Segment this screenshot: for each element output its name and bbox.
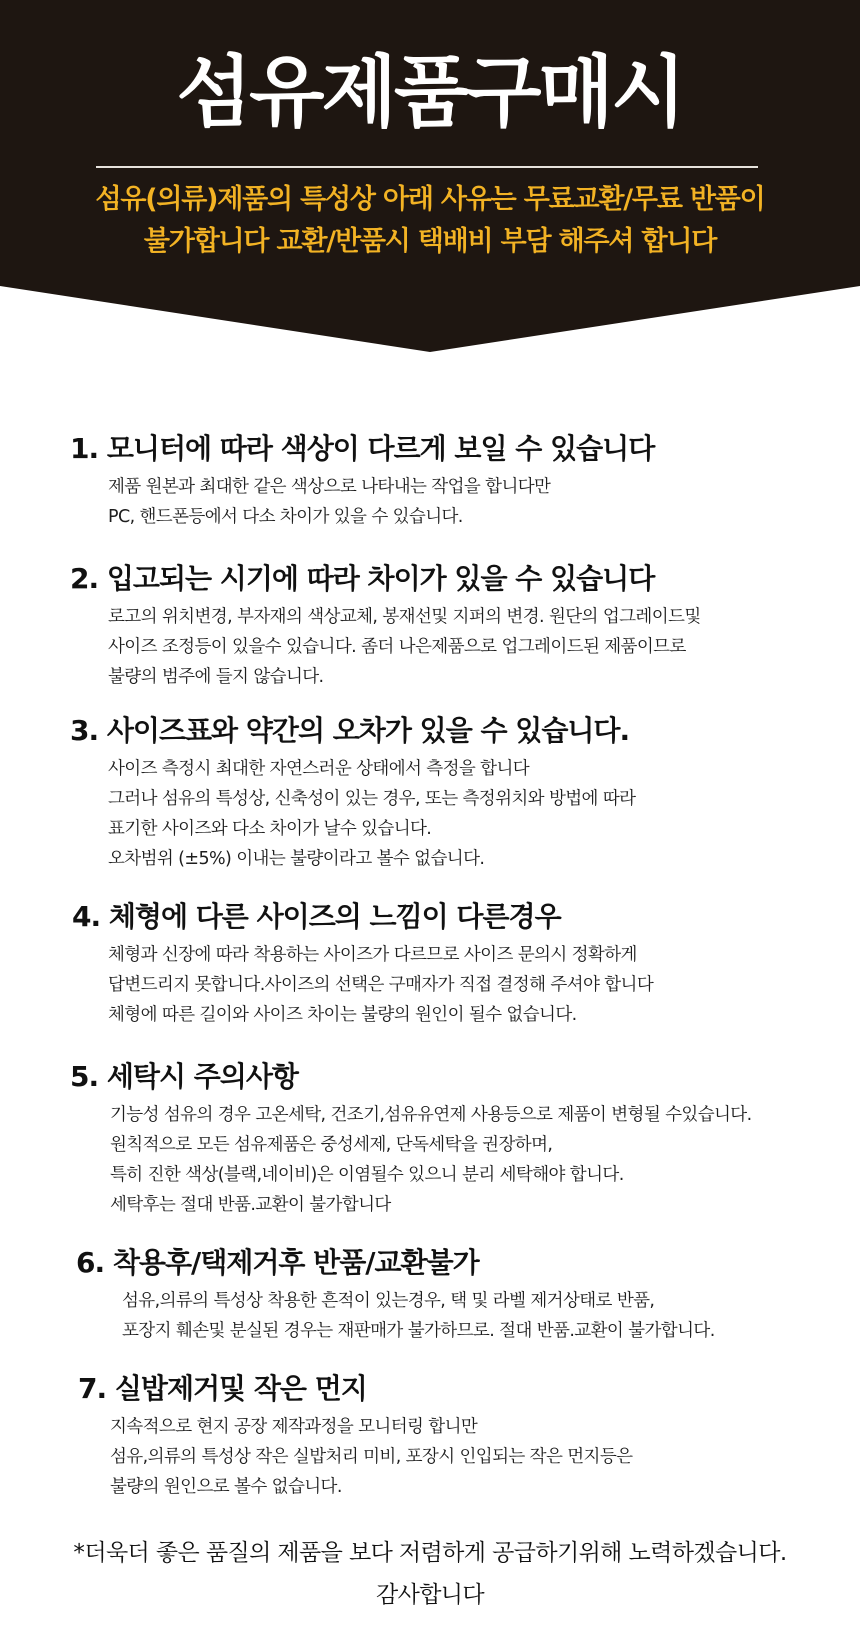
section-line: 사이즈 측정시 최대한 자연스러운 상태에서 측정을 합니다 — [108, 758, 530, 779]
section-line: 불량의 원인으로 볼수 없습니다. — [110, 1476, 342, 1497]
section-line: 로고의 위치변경, 부자재의 색상교체, 봉재선및 지퍼의 변경. 원단의 업그레이드및 — [108, 606, 701, 627]
notice-subtitle-line-1: 섬유(의류)제품의 특성상 아래 사유는 무료교환/무료 반품이 — [95, 184, 765, 215]
page-title: 섬유제품구매시 — [176, 48, 684, 138]
section-line: 세탁후는 절대 반품.교환이 불가합니다 — [110, 1194, 391, 1215]
section-line: 사이즈 조정등이 있을수 있습니다. 좀더 나은제품으로 업그레이드된 제품이므로 — [108, 636, 686, 657]
section-line: 불량의 범주에 들지 않습니다. — [108, 666, 324, 687]
section-heading: 7. 실밥제거및 작은 먼지 — [78, 1372, 367, 1405]
section-line: 오차범위 (±5%) 이내는 불량이라고 볼수 없습니다. — [108, 848, 485, 869]
section-line: 포장지 훼손및 분실된 경우는 재판매가 불가하므로. 절대 반품.교환이 불가합니다. — [122, 1320, 715, 1341]
section-line: 체형과 신장에 따라 착용하는 사이즈가 다르므로 사이즈 문의시 정확하게 — [108, 944, 637, 965]
section-washing-caution — [70, 1060, 860, 1220]
section-line: 섬유,의류의 특성상 착용한 흔적이 있는경우, 택 및 라벨 제거상태로 반품, — [122, 1290, 655, 1311]
section-heading: 1. 모니터에 따라 색상이 다르게 보일 수 있습니다 — [70, 432, 655, 465]
section-heading: 5. 세탁시 주의사항 — [70, 1060, 298, 1093]
section-arrival-period — [70, 562, 860, 692]
section-no-return-after-wear — [76, 1246, 860, 1346]
section-body — [70, 602, 860, 692]
section-monitor-color — [70, 432, 860, 532]
footer-thanks: 감사합니다 — [375, 1582, 485, 1608]
section-line: 지속적으로 현지 공장 제작과정을 모니터링 합니만 — [110, 1416, 478, 1437]
section-line: 원칙적으로 모든 섬유제품은 중성세제, 단독세탁을 권장하며, — [110, 1134, 553, 1155]
section-body — [70, 1100, 860, 1220]
section-body-type-fit — [72, 900, 860, 1030]
section-body — [72, 940, 860, 1030]
header-banner — [0, 0, 860, 360]
section-heading: 4. 체형에 다른 사이즈의 느낌이 다른경우 — [72, 900, 561, 933]
section-size-chart-error — [70, 714, 860, 874]
footer-message: *더욱더 좋은 품질의 제품을 보다 저렴하게 공급하기위해 노력하겠습니다. — [73, 1540, 787, 1566]
section-line: 그러나 섬유의 특성상, 신축성이 있는 경우, 또는 측정위치와 방법에 따라 — [108, 788, 636, 809]
section-line: 제품 원본과 최대한 같은 색상으로 나타내는 작업을 합니다만 — [108, 476, 551, 497]
section-line: 특히 진한 색상(블랙,네이비)은 이염될수 있으니 분리 세탁해야 합니다. — [110, 1164, 624, 1185]
section-threads-and-dust — [78, 1372, 860, 1502]
section-line: PC, 핸드폰등에서 다소 차이가 있을 수 있습니다. — [108, 506, 463, 527]
section-heading: 2. 입고되는 시기에 따라 차이가 있을 수 있습니다 — [70, 562, 655, 595]
title-divider — [96, 166, 758, 168]
notice-subtitle-line-2: 불가합니다 교환/반품시 택배비 부담 해주셔 합니다 — [143, 226, 717, 257]
section-line: 섬유,의류의 특성상 작은 실밥처리 미비, 포장시 인입되는 작은 먼지등은 — [110, 1446, 633, 1467]
section-body — [76, 1286, 860, 1346]
section-line: 답변드리지 못합니다.사이즈의 선택은 구매자가 직접 결정해 주셔야 합니다 — [108, 974, 654, 995]
section-heading: 3. 사이즈표와 약간의 오차가 있을 수 있습니다. — [70, 714, 630, 747]
section-body — [70, 472, 860, 532]
section-heading: 6. 착용후/택제거후 반품/교환불가 — [76, 1246, 479, 1279]
section-body — [78, 1412, 860, 1502]
section-line: 기능성 섬유의 경우 고온세탁, 건조기,섬유유연제 사용등으로 제품이 변형될 수있습니다. — [110, 1104, 752, 1125]
section-line: 체형에 따른 길이와 사이즈 차이는 불량의 원인이 될수 없습니다. — [108, 1004, 577, 1025]
section-line: 표기한 사이즈와 다소 차이가 날수 있습니다. — [108, 818, 432, 839]
section-body — [70, 754, 860, 874]
